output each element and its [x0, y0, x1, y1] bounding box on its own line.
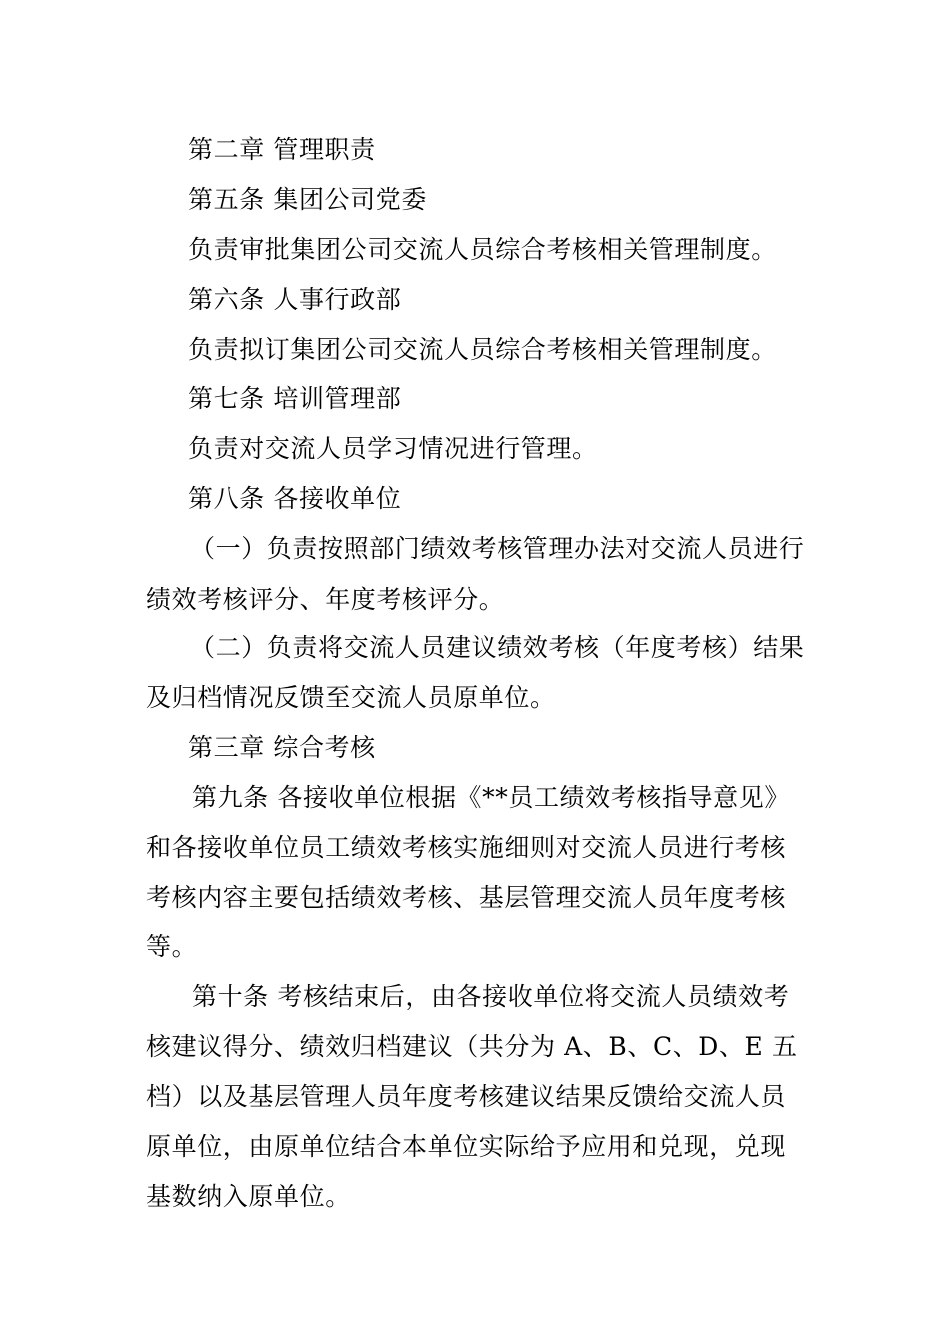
paragraph-line: （二）负责将交流人员建议绩效考核（年度考核）结果 [190, 633, 805, 662]
paragraph-line: 和各接收单位员工绩效考核实施细则对交流人员进行考核 [146, 833, 787, 862]
article-heading: 第五条 集团公司党委 [188, 185, 427, 214]
paragraph-line: 第十条 考核结束后，由各接收单位将交流人员绩效考 [192, 982, 790, 1011]
paragraph-line: 档）以及基层管理人员年度考核建议结果反馈给交流人员 [146, 1082, 787, 1111]
paragraph-line: 负责拟订集团公司交流人员综合考核相关管理制度。 [188, 335, 777, 364]
chapter-heading: 第三章 综合考核 [188, 733, 376, 762]
paragraph-line: 及归档情况反馈至交流人员原单位。 [146, 683, 556, 712]
paragraph-line: 核建议得分、绩效归档建议（共分为 A、B、C、D、E 五 [146, 1032, 798, 1061]
paragraph-line: （一）负责按照部门绩效考核管理办法对交流人员进行 [190, 534, 805, 563]
paragraph-line: 基数纳入原单位。 [146, 1182, 351, 1211]
paragraph-line: 考核内容主要包括绩效考核、基层管理交流人员年度考核 [146, 883, 787, 912]
article-heading: 第七条 培训管理部 [188, 384, 402, 413]
paragraph-line: 负责对交流人员学习情况进行管理。 [188, 434, 598, 463]
article-heading: 第六条 人事行政部 [188, 285, 402, 314]
chapter-heading: 第二章 管理职责 [188, 135, 376, 164]
paragraph-line: 原单位，由原单位结合本单位实际给予应用和兑现，兑现 [146, 1132, 787, 1161]
paragraph-line: 第九条 各接收单位根据《**员工绩效考核指导意见》 [192, 783, 790, 812]
article-heading: 第八条 各接收单位 [188, 484, 402, 513]
paragraph-line: 负责审批集团公司交流人员综合考核相关管理制度。 [188, 235, 777, 264]
paragraph-line: 等。 [146, 932, 198, 961]
paragraph-line: 绩效考核评分、年度考核评分。 [146, 585, 505, 614]
